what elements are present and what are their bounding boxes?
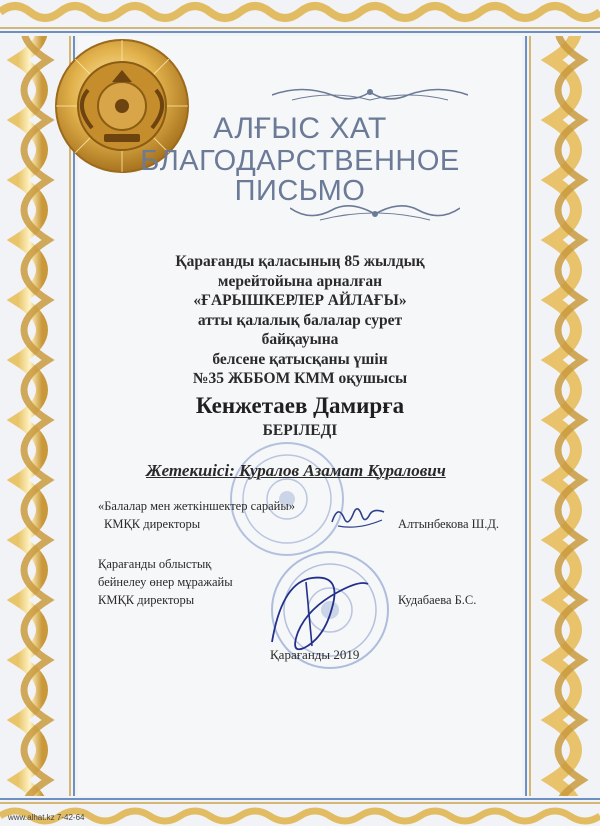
signatory2-name: Кудабаева Б.С. [398,593,477,607]
body-line-7: №35 ЖББОМ КММ оқушысы [192,370,408,387]
title-russian-line2: ПИСЬМО [234,175,366,207]
signatory2-org-line2: бейнелеу өнер мұражайы [98,575,233,589]
signature-icon [262,562,372,658]
body-line-6: белсене қатысқаны үшін [212,351,388,368]
body-line-2: мерейтойына арналған [217,273,383,290]
signatory1-org-line2: КМҚК директоры [104,517,201,531]
recipient-name: Кенжетаев Дамирға [195,393,405,418]
title-russian-line1: БЛАГОДАРСТВЕННОЕ [140,145,460,177]
body-line-3: «ҒАРЫШКЕРЛЕР АЙЛАҒЫ» [193,292,407,309]
publisher-footer: www.alhat.kz 7-42-64 [8,813,85,822]
mentor-line: Жетекшісі: Куралов Азамат Куралович [146,461,446,480]
body-line-5: байқауына [261,331,339,348]
signature-icon [328,496,388,534]
body-line-4: атты қалалық балалар сурет [197,312,403,329]
signatory2-org-line3: КМҚК директоры [98,593,195,607]
top-ornamental-border [0,0,600,36]
title-kazakh: АЛҒЫС ХАТ [213,112,387,145]
signatory1-org-line1: «Балалар мен жеткіншектер сарайы» [98,499,295,513]
signatory1-name: Алтынбекова Ш.Д. [398,517,500,531]
body-line-1: Қарағанды қаласының 85 жылдық [175,253,425,270]
title-ornament-top [272,84,468,106]
signatory2-org-line1: Қарағанды облыстық [98,557,212,571]
place-and-year: Қарағанды 2019 [270,647,360,662]
given-label: БЕРІЛЕДІ [262,422,338,439]
bottom-ornamental-border [0,796,600,826]
